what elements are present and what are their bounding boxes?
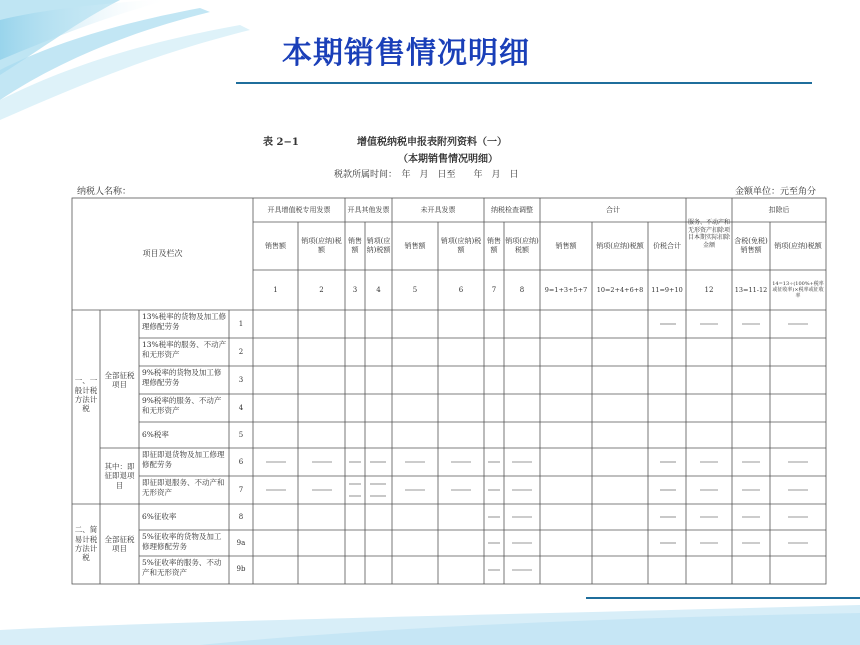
subcol-sales-4: 销售额 xyxy=(487,237,501,254)
subcol-tax-3: 销项(应纳)税额 xyxy=(440,237,482,254)
colnum: 9=1+3+5+7 xyxy=(544,285,588,294)
subcol-sales-3: 销售额 xyxy=(404,241,426,250)
subcol-incl-tax-sales: 含税(免税)销售额 xyxy=(734,237,768,254)
row-number: 1 xyxy=(238,319,244,328)
group-after-deduction: 扣除后 xyxy=(768,205,790,214)
table-number: 表 2−1 xyxy=(263,137,299,148)
row-label: 5%征收率的货物及加工修理修配劳务 xyxy=(142,532,222,552)
row-label: 即征即退货物及加工修理修配劳务 xyxy=(142,450,225,470)
subcol-sales-1: 销售额 xyxy=(265,241,286,250)
slide-title: 本期销售情况明细 xyxy=(282,36,530,71)
colnum: 14=13÷(100%+税率或征收率)×税率或征收率 xyxy=(772,280,824,300)
item-column-header: 项目及栏次 xyxy=(142,249,183,258)
group-inspection-adjust: 纳税检查调整 xyxy=(491,205,533,214)
subcol-tax-4: 销项(应纳)税额 xyxy=(505,237,539,254)
colnum: 5 xyxy=(412,285,418,294)
amount-unit: 金额单位：元至角分 xyxy=(735,187,817,197)
subcol-sales-total: 销售额 xyxy=(555,241,577,250)
row-label: 6%征收率 xyxy=(142,512,177,521)
row-label: 5%征收率的服务、不动产和无形资产 xyxy=(142,558,222,578)
row-label: 9%税率的服务、不动产和无形资产 xyxy=(142,396,222,416)
row-label: 13%税率的货物及加工修理修配劳务 xyxy=(142,312,227,332)
group-total: 合计 xyxy=(606,205,620,214)
row-number: 9b xyxy=(236,564,246,573)
side-refund-items: 其中：即征即退项目 xyxy=(104,461,135,490)
row-number: 8 xyxy=(238,512,244,521)
side-all-taxable-2: 全部征税项目 xyxy=(104,534,135,553)
subcol-tax-1: 销项(应纳)税额 xyxy=(301,237,342,254)
side-all-taxable-1: 全部征税项目 xyxy=(104,370,135,389)
colnum: 11=9+10 xyxy=(651,285,683,294)
tax-period: 税款所属时间： 年 月 日至 年 月 日 xyxy=(334,170,519,180)
group-deduction: 服务、不动产和无形资产扣除项目本期实际扣除金额 xyxy=(688,219,731,249)
row-label: 13%税率的服务、不动产和无形资产 xyxy=(142,340,227,360)
subcol-tax-total: 销项(应纳)税额 xyxy=(596,241,644,250)
colnum: 13=11-12 xyxy=(734,285,768,294)
colnum: 3 xyxy=(352,285,358,294)
group-special-invoice: 开具增值税专用发票 xyxy=(267,205,331,214)
subcol-sales-2: 销售额 xyxy=(348,237,362,254)
row-label: 6%税率 xyxy=(142,430,169,439)
subcol-tax-2: 销项(应纳)税额 xyxy=(366,237,391,254)
subcol-tax-after: 销项(应纳)税额 xyxy=(774,241,822,250)
row-label: 9%税率的货物及加工修理修配劳务 xyxy=(142,368,222,388)
side-simple-method: 二、简易计税方法计税 xyxy=(74,525,98,563)
group-no-invoice: 未开具发票 xyxy=(420,205,456,214)
row-number: 3 xyxy=(238,375,244,384)
colnum: 12 xyxy=(704,285,714,294)
colnum: 4 xyxy=(376,285,381,294)
colnum: 2 xyxy=(319,285,324,294)
subcol-price-tax-total: 价税合计 xyxy=(653,241,681,250)
row-label: 即征即退服务、不动产和无形资产 xyxy=(142,478,225,498)
colnum: 8 xyxy=(519,285,525,294)
colnum: 6 xyxy=(458,285,464,294)
form-heading: 增值税纳税申报表附列资料（一） xyxy=(357,137,507,148)
colnum: 7 xyxy=(491,285,497,294)
row-number: 5 xyxy=(238,430,244,439)
colnum: 10=2+4+6+8 xyxy=(596,285,644,294)
row-number: 2 xyxy=(238,347,244,356)
side-general-method: 一、一般计税方法计税 xyxy=(74,376,98,414)
form-subheading: （本期销售情况明细） xyxy=(398,154,498,165)
row-number: 9a xyxy=(236,538,246,547)
row-number: 4 xyxy=(238,403,244,412)
row-number: 6 xyxy=(238,457,244,466)
colnum: 1 xyxy=(273,285,278,294)
row-number: 7 xyxy=(238,485,244,494)
group-other-invoice: 开具其他发票 xyxy=(347,205,390,214)
taxpayer-name-label: 纳税人名称： xyxy=(77,187,132,197)
